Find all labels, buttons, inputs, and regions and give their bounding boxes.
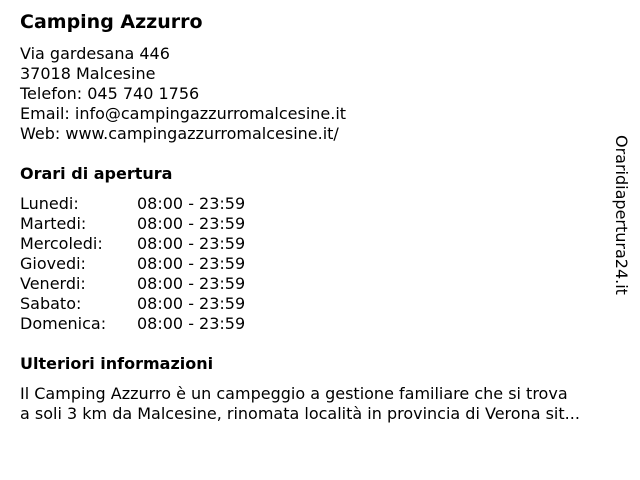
time-range: 08:00 - 23:59 [137,254,246,273]
email-address: Email: info@campingazzurromalcesine.it [20,104,347,123]
day-label: Venerdi: [20,274,86,293]
day-label: Lunedi: [20,194,79,213]
time-range: 08:00 - 23:59 [137,274,246,293]
time-range: 08:00 - 23:59 [137,294,246,313]
phone-number: Telefon: 045 740 1756 [20,84,200,103]
day-label: Domenica: [20,314,107,333]
hours-row-monday [20,194,245,214]
more-info-text [20,384,632,424]
opening-hours-title: Orari di apertura [20,164,173,183]
time-range: 08:00 - 23:59 [137,314,246,333]
hours-row-sunday [20,314,245,334]
time-range: 08:00 - 23:59 [137,194,246,213]
time-range: 08:00 - 23:59 [137,214,246,233]
hours-row-thursday [20,254,245,274]
more-info-title: Ulteriori informazioni [20,354,214,373]
hours-row-saturday [20,294,245,314]
day-label: Martedi: [20,214,87,233]
hours-row-friday [20,274,245,294]
day-label: Sabato: [20,294,82,313]
opening-hours-table [20,194,245,334]
day-label: Mercoledi: [20,234,103,253]
time-range: 08:00 - 23:59 [137,234,246,253]
day-label: Giovedi: [20,254,86,273]
hours-row-wednesday [20,234,245,254]
info-line: Il Camping Azzurro è un campeggio a gestione familiare che si trova [20,384,568,403]
city-address: 37018 Malcesine [20,64,156,83]
hours-row-tuesday [20,214,245,234]
info-line: a soli 3 km da Malcesine, rinomata località in provincia di Verona sit... [20,404,580,423]
street-address: Via gardesana 446 [20,44,170,63]
site-watermark: Oraridiapertura24.it [612,135,631,295]
page-title: Camping Azzurro [20,11,203,33]
address-block [20,44,346,144]
website-address: Web: www.campingazzurromalcesine.it/ [20,124,339,143]
